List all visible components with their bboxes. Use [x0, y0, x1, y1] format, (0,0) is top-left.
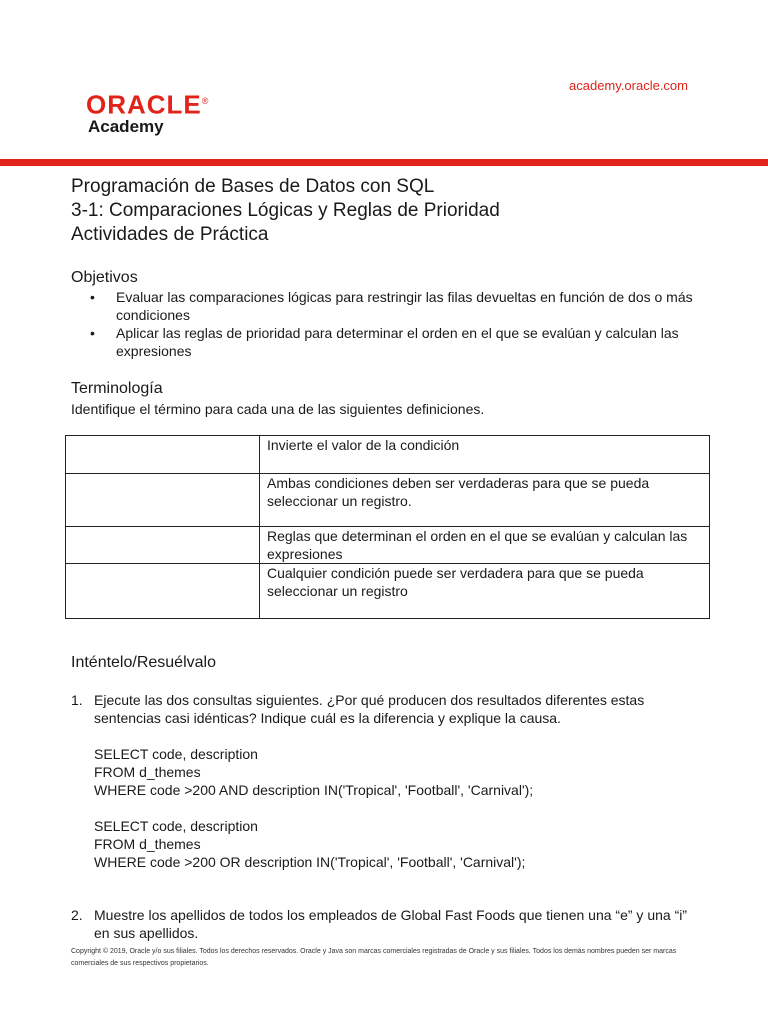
table-row — [66, 527, 710, 564]
code-line: FROM d_themes — [94, 764, 201, 780]
academy-site-link[interactable]: academy.oracle.com — [569, 78, 688, 93]
logo-academy: Academy — [88, 117, 164, 136]
code-line: SELECT code, description — [94, 746, 258, 762]
terminology-intro: Identifique el término para cada una de las siguientes definiciones. — [71, 401, 485, 417]
course-title: Programación de Bases de Datos con SQL — [71, 176, 435, 197]
definition-cell: Ambas condiciones deben ser verdaderas para que se pueda seleccionar un registro. — [260, 474, 710, 527]
definition-cell: Reglas que determinan el orden en el que se evalúan y calculan las expresiones — [260, 527, 710, 564]
term-cell[interactable] — [66, 564, 260, 619]
objectives-heading: Objetivos — [71, 269, 138, 286]
header-divider-bar — [0, 159, 768, 166]
code-line: WHERE code >200 AND description IN('Tropical', 'Football', 'Carnival'); — [94, 782, 534, 798]
sql-query-1 — [94, 745, 533, 799]
list-item: • Aplicar las reglas de prioridad para determinar el orden en el que se evalúan y calculan las expresiones — [90, 325, 679, 359]
table-row — [66, 564, 710, 619]
question-text: Ejecute las dos consultas siguientes. ¿Por qué producen dos resultados diferentes estas sentencias casi idénticas? Indique cuál es la diferencia y explique la causa. — [94, 692, 645, 726]
definition-cell: Invierte el valor de la condición — [260, 436, 710, 474]
term-cell[interactable] — [66, 527, 260, 564]
sql-query-2 — [94, 817, 525, 871]
table-row — [66, 436, 710, 474]
code-line: WHERE code >200 OR description IN('Tropical', 'Football', 'Carnival'); — [94, 854, 526, 870]
lesson-title: 3-1: Comparaciones Lógicas y Reglas de Prioridad — [71, 200, 500, 221]
bullet-icon: • — [90, 289, 95, 305]
logo-wordmark: ORACLE — [86, 89, 202, 120]
question-number: 2. — [71, 907, 83, 923]
code-line: FROM d_themes — [94, 836, 201, 852]
document-title — [71, 175, 500, 247]
bullet-icon: • — [90, 325, 95, 341]
terminology-heading: Terminología — [71, 380, 163, 397]
question-number: 1. — [71, 692, 83, 708]
copyright-footer: Copyright © 2019, Oracle y/o sus filiales. Todos los derechos reservados. Oracle y Java son marcas comerciales registradas de Oracle y sus filiales. Todos los demás nombres pueden ser marcas comerciales de sus respectivos propietarios. — [71, 948, 677, 967]
question-2 — [71, 907, 701, 942]
table-row — [66, 474, 710, 527]
question-text: Muestre los apellidos de todos los empleados de Global Fast Foods que tienen una “e” y una “i” en sus apellidos. — [94, 907, 688, 941]
list-item: • Evaluar las comparaciones lógicas para restringir las filas devueltas en función de dos o más condiciones — [90, 289, 693, 323]
question-1 — [71, 692, 701, 727]
term-cell[interactable] — [66, 436, 260, 474]
term-cell[interactable] — [66, 474, 260, 527]
try-it-heading: Inténtelo/Resuélvalo — [71, 654, 216, 671]
activity-title: Actividades de Práctica — [71, 224, 269, 245]
code-line: SELECT code, description — [94, 818, 258, 834]
definition-cell: Cualquier condición puede ser verdadera para que se pueda seleccionar un registro — [260, 564, 710, 619]
registered-mark: ® — [201, 96, 210, 106]
terminology-table — [65, 435, 710, 619]
objectives-list — [90, 289, 710, 361]
